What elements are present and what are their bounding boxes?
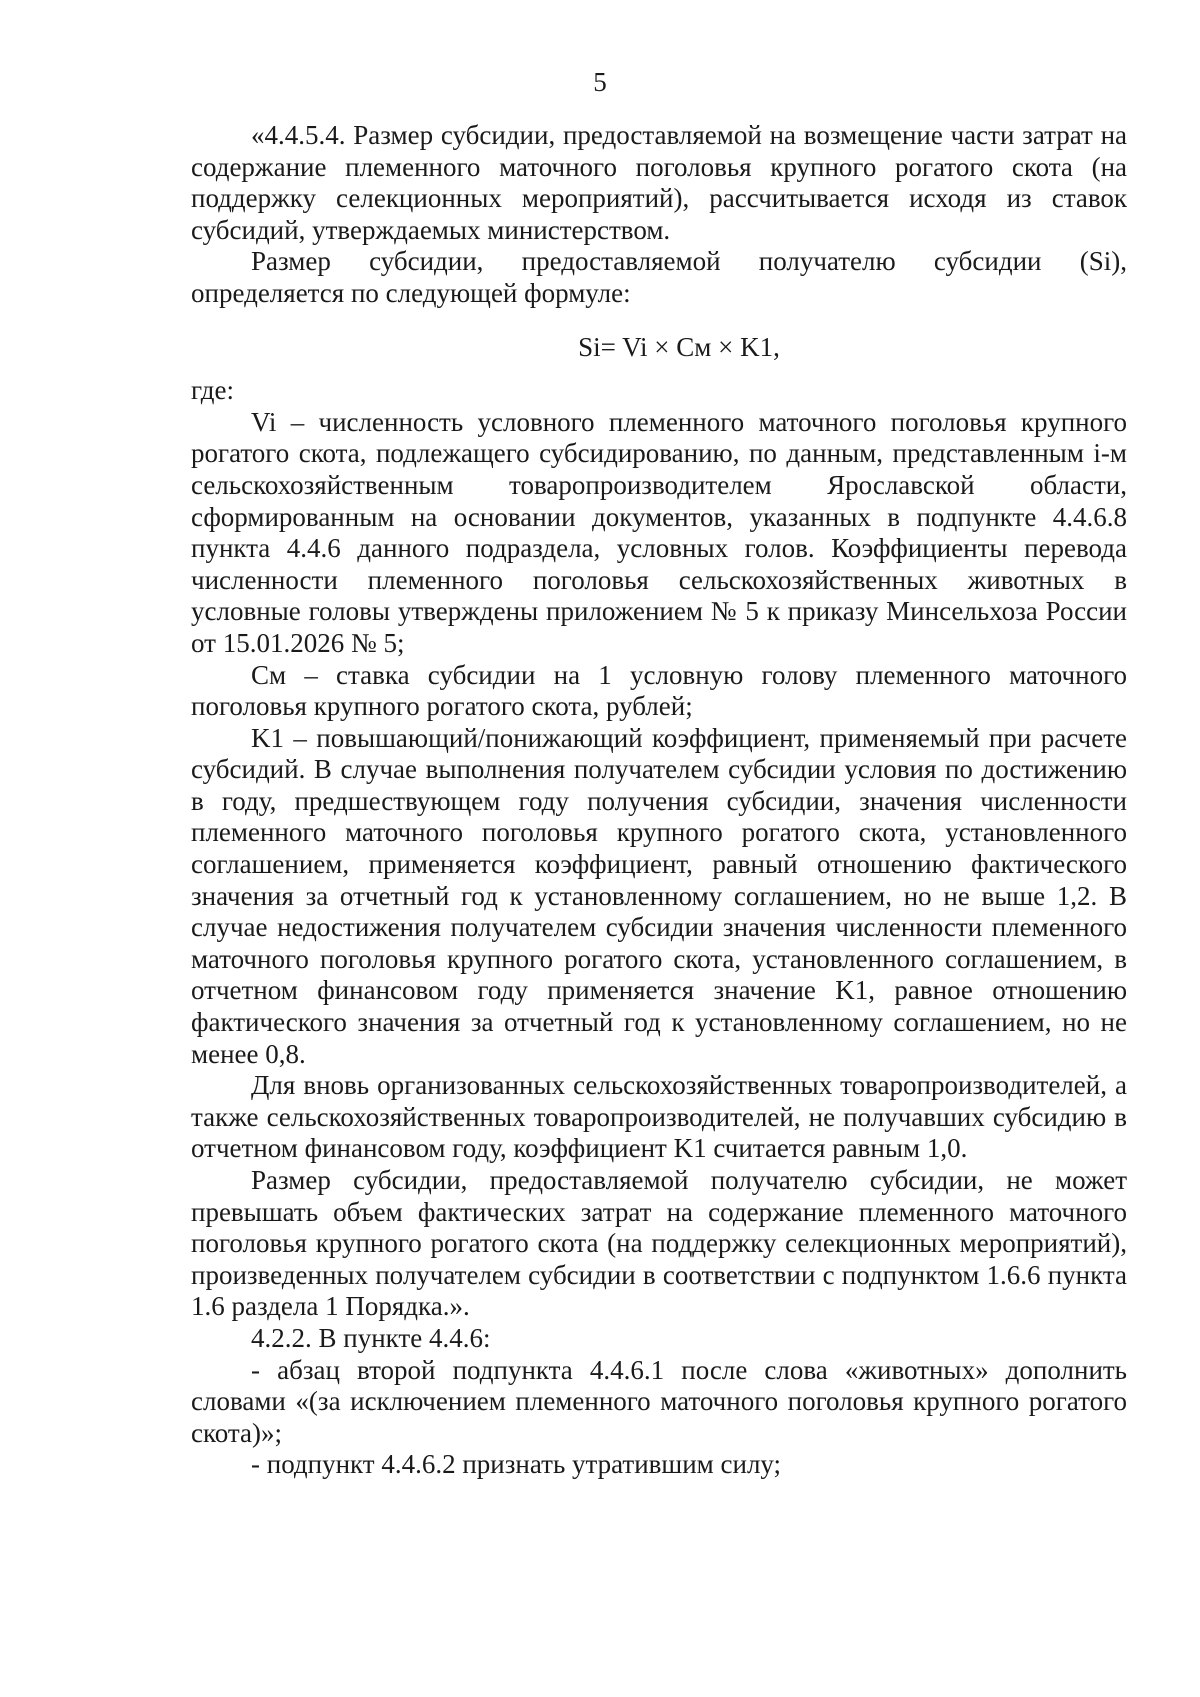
paragraph-subsidy-formula-intro: Размер субсидии, предоставляемой получателю субсидии (Si), определяется по следующей формуле: <box>191 246 1127 308</box>
subsidy-formula: Si= Vi × Cм × K1, <box>578 331 780 362</box>
paragraph-k1-definition: K1 – повышающий/понижающий коэффициент, применяемый при расчете субсидий. В случае выполнения получателем субсидии условия по достижению в году, предшествующем году получения субсидии, значения численности племенного маточного поголовья крупного рогатого скота, установленного соглашением, применяется коэффициент, равный отношению фактического значения за отчетный год к установленному соглашением, но не выше 1,2. В случае недостижения получателем субсидии значения численности племенного маточного поголовья крупного рогатого скота, установленного соглашением, в отчетном финансовом году применяется значение K1, равное отношению фактического значения за отчетный год к установленному соглашением, но не менее 0,8. <box>191 722 1127 1069</box>
paragraph-4-4-5-4-intro: «4.4.5.4. Размер субсидии, предоставляемой на возмещение части затрат на содержание племенного маточного поголовья крупного рогатого скота (на поддержку селекционных мероприятий), рассчитывается исходя из ставок субсидий, утверждаемых министерством. <box>191 120 1127 245</box>
page-number: 5 <box>593 67 607 97</box>
paragraph-vi-definition: Vi – численность условного племенного маточного поголовья крупного рогатого скота, подлежащего субсидированию, по данным, представленным i-м сельскохозяйственным товаропроизводителем Ярославской области, сформированным на основании документов, указанных в подпункте 4.4.6.8 пункта 4.4.6 данного подраздела, условных голов. Коэффициенты перевода численности племенного поголовья сельскохозяйственных животных в условные головы утверждены приложением № 5 к приказу Минсельхоза России от 15.01.2026 № 5; <box>191 406 1127 658</box>
paragraph-4-2-2: 4.2.2. В пункте 4.4.6: <box>251 1322 491 1353</box>
paragraph-repeal-4-4-6-2: - подпункт 4.4.6.2 признать утратившим силу; <box>251 1449 782 1480</box>
paragraph-new-producers: Для вновь организованных сельскохозяйственных товаропроизводителей, а также сельскохозяйственных товаропроизводителей, не получавших субсидию в отчетном финансовом году, коэффициент K1 считается равным 1,0. <box>191 1070 1127 1164</box>
paragraph-where: где: <box>191 375 234 406</box>
paragraph-subsidy-limit: Размер субсидии, предоставляемой получателю субсидии, не может превышать объем фактических затрат на содержание племенного маточного поголовья крупного рогатого скота (на поддержку селекционных мероприятий), произведенных получателем субсидии в соответствии с подпунктом 1.6.6 пункта 1.6 раздела 1 Порядка.». <box>191 1165 1127 1322</box>
paragraph-amend-4-4-6-1: - абзац второй подпункта 4.4.6.1 после слова «животных» дополнить словами «(за исключением племенного маточного поголовья крупного рогатого скота)»; <box>191 1354 1127 1448</box>
paragraph-cm-definition: Cм – ставка субсидии на 1 условную голову племенного маточного поголовья крупного рогатого скота, рублей; <box>191 659 1127 722</box>
document-body <box>191 120 1127 1481</box>
